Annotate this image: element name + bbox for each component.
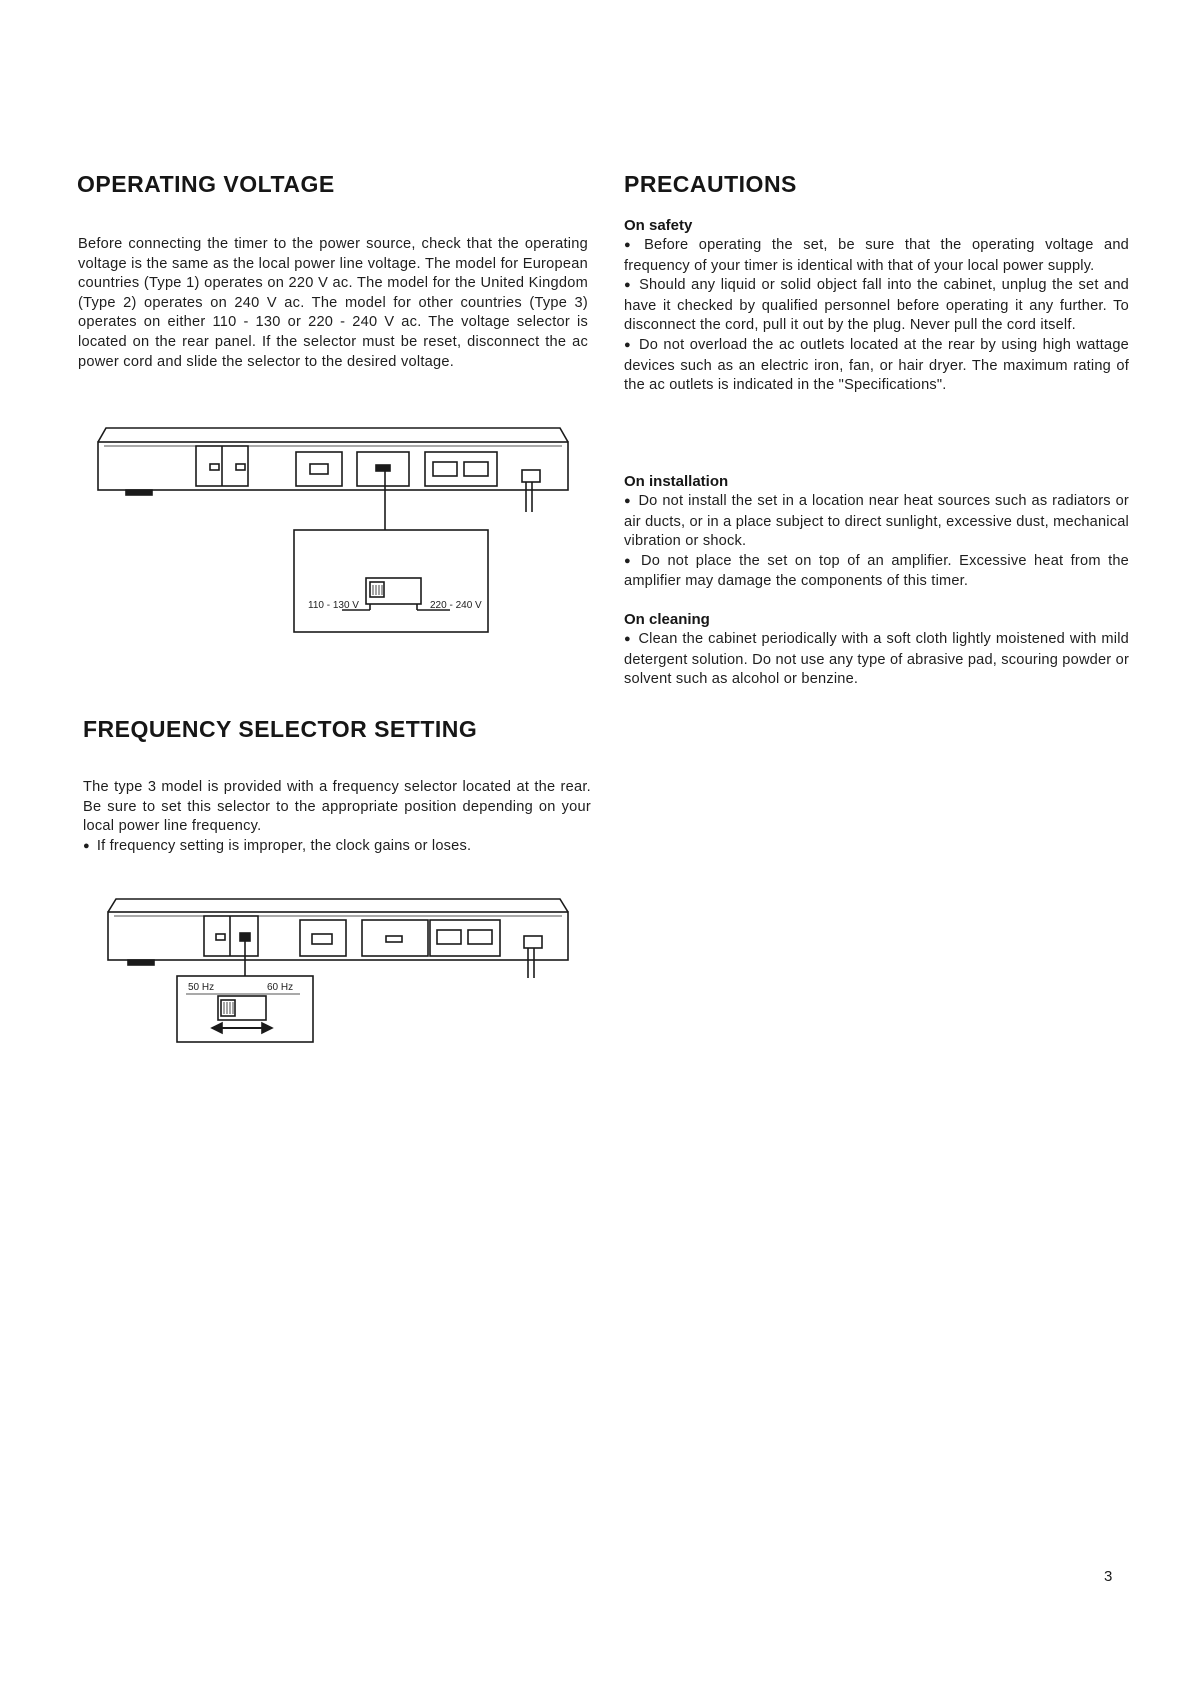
bullet-icon: ●	[624, 279, 633, 292]
page-number: 3	[1104, 1568, 1113, 1585]
bullet-text: Clean the cabinet periodically with a soft cloth lightly moistened with mild detergent solution. Do not use any type of abrasive pad, scouring powder or solvent such as alcohol or benzine.	[624, 631, 1130, 688]
bullet-icon: ●	[624, 239, 638, 251]
frequency-selector-paragraph: The type 3 model is provided with a frequency selector located at the rear. Be sure to set this selector to the appropriate position depending on your local power line frequency.	[83, 779, 591, 835]
list-item	[624, 236, 1129, 276]
operating-voltage-paragraph: Before connecting the timer to the power source, check that the operating voltage is the same as the local power line voltage. The model for European countries (Type 1) operates on 220 V ac. The model for the United Kingdom (Type 2) operates on 240 V ac. The model for other countries (Type 3) operates on either 110 - 130 or 220 - 240 V ac. The voltage selector is located on the rear panel. If the selector must be reset, disconnect the ac power cord and slide the selector to the desired voltage.	[78, 236, 588, 370]
on-safety-heading: On safety	[624, 217, 693, 234]
on-installation-heading: On installation	[624, 473, 729, 490]
bullet-text: If frequency setting is improper, the clock gains or loses.	[96, 838, 472, 854]
cleaning-list	[624, 630, 1129, 690]
list-item	[624, 276, 1129, 336]
list-item	[624, 492, 1129, 552]
list-item	[83, 837, 591, 858]
bullet-icon: ●	[624, 338, 632, 351]
bullet-text: Should any liquid or solid object fall into the cabinet, unplug the set and have it checked by qualified personnel before operating it any further. To disconnect the cord, pull it out by the plug. Never pull the cord itself.	[624, 277, 1129, 334]
list-item	[624, 336, 1129, 396]
bullet-text: Do not place the set on top of an amplifier. Excessive heat from the amplifier may damage the components of this timer.	[624, 552, 1129, 590]
bullet-icon: ●	[624, 633, 632, 645]
frequency-bullet-list	[83, 837, 591, 858]
voltage-selector-diagram	[90, 424, 580, 634]
precautions-title: PRECAUTIONS	[624, 171, 797, 197]
frequency-selector-diagram	[100, 896, 580, 1046]
frequency-label-left: 50 Hz	[188, 982, 215, 993]
bullet-icon: ●	[624, 554, 635, 567]
bullet-icon: ●	[624, 495, 632, 507]
frequency-label-right: 60 Hz	[267, 982, 294, 993]
installation-list	[624, 492, 1129, 592]
safety-list	[624, 236, 1129, 396]
voltage-label-low: 110 - 130 V	[308, 600, 359, 611]
bullet-text: Do not overload the ac outlets located at the rear by using high wattage devices such as an electric iron, fan, or hair dryer. The maximum rating of the ac outlets is indicated in the "Specifications".	[624, 336, 1129, 394]
bullet-icon: ●	[83, 840, 90, 852]
list-item	[624, 552, 1129, 592]
list-item	[624, 630, 1129, 690]
bullet-text: Before operating the set, be sure that the operating voltage and frequency of your timer is identical with that of your local power supply.	[624, 237, 1129, 274]
operating-voltage-title: OPERATING VOLTAGE	[77, 171, 335, 197]
on-cleaning-heading: On cleaning	[624, 611, 710, 628]
voltage-label-high: 220 - 240 V	[430, 600, 482, 611]
bullet-text: Do not install the set in a location near heat sources such as radiators or air ducts, or in a place subject to direct sunlight, excessive dust, mechanical vibration or shock.	[624, 493, 1129, 550]
frequency-selector-title: FREQUENCY SELECTOR SETTING	[83, 716, 478, 742]
